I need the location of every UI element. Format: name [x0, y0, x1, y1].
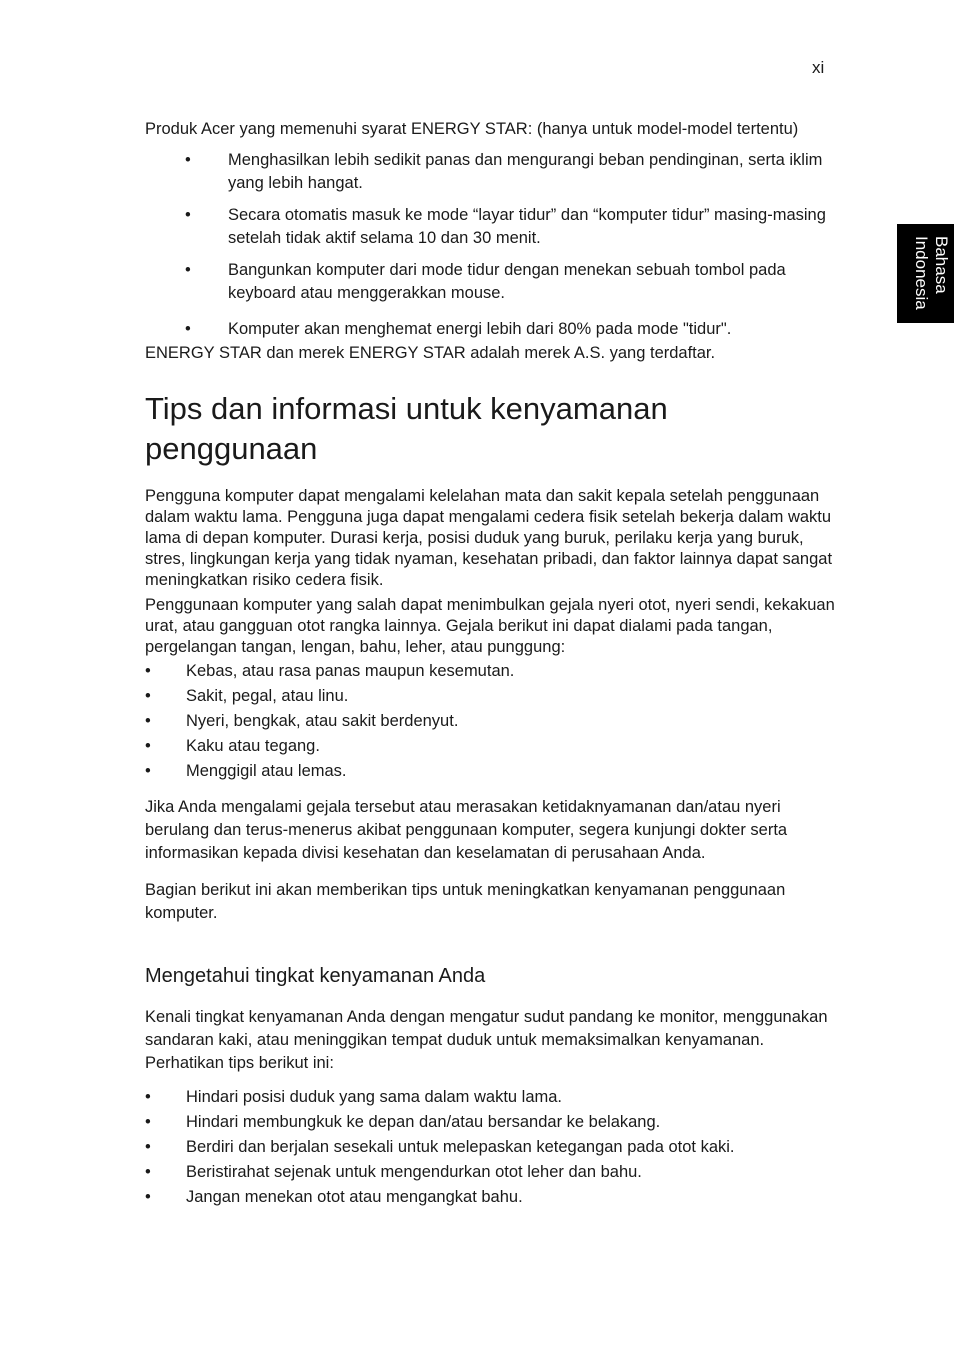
- list-item: • Menggigil atau lemas.: [145, 760, 845, 783]
- list-item: • Sakit, pegal, atau linu.: [145, 685, 845, 708]
- paragraph: Jika Anda mengalami gejala tersebut atau merasakan ketidaknyamanan dan/atau nyeri berulang dan terus-menerus akibat penggunaan komputer, segera kunjungi dokter serta informasikan kepada divisi kesehatan dan keselamatan di perusahaan Anda.: [145, 798, 788, 862]
- list-item: • Bangunkan komputer dari mode tidur dengan menekan sebuah tombol pada keyboard atau menggerakkan mouse.: [185, 261, 786, 302]
- list-item: • Beristirahat sejenak untuk mengendurkan otot leher dan bahu.: [145, 1161, 845, 1184]
- paragraph: Pengguna komputer dapat mengalami kelelahan mata dan sakit kepala setelah penggunaan dalam waktu lama. Pengguna juga dapat mengalami cedera fisik setelah bekerja dalam waktu lama di depan komputer. Durasi kerja, posisi duduk yang buruk, perilaku kerja yang buruk, stres, lingkungan kerja yang tidak nyaman, kesehatan pribadi, dan faktor lainnya dapat sangat meningkatkan risiko cedera fisik.: [145, 487, 833, 589]
- subsection-heading: Mengetahui tingkat kenyamanan Anda: [145, 965, 486, 987]
- list-item: • Kaku atau tegang.: [145, 735, 845, 758]
- list-item: • Jangan menekan otot atau mengangkat bahu.: [145, 1186, 845, 1209]
- bullet-icon: •: [145, 1163, 151, 1181]
- bullet-icon: •: [145, 737, 151, 755]
- bullet-icon: •: [145, 1088, 151, 1106]
- trademark-note: ENERGY STAR dan merek ENERGY STAR adalah merek A.S. yang terdaftar.: [145, 344, 716, 362]
- list-item: • Hindari membungkuk ke depan dan/atau bersandar ke belakang.: [145, 1111, 845, 1134]
- bullet-icon: •: [145, 1138, 151, 1156]
- section-heading: Tips dan informasi untuk kenyamanan penggunaan: [145, 391, 668, 466]
- bullet-icon: •: [145, 1113, 151, 1131]
- paragraph: Penggunaan komputer yang salah dapat menimbulkan gejala nyeri otot, nyeri sendi, kekakuan urat, atau gangguan otot rangka lainnya. Gejala berikut ini dapat dialami pada tangan, pergelangan tangan, lengan, bahu, leher, atau punggung:: [145, 596, 835, 656]
- list-item: • Komputer akan menghemat energi lebih dari 80% pada mode "tidur".: [145, 318, 845, 341]
- page-content: [145, 119, 845, 1209]
- bullet-icon: •: [145, 662, 151, 680]
- list-item: • Hindari posisi duduk yang sama dalam waktu lama.: [145, 1086, 845, 1109]
- list-item: • Nyeri, bengkak, atau sakit berdenyut.: [145, 710, 845, 733]
- bullet-icon: •: [185, 151, 191, 169]
- paragraph: Kenali tingkat kenyamanan Anda dengan mengatur sudut pandang ke monitor, menggunakan sandaran kaki, atau meninggikan tempat duduk untuk memaksimalkan kenyamanan. Perhatikan tips berikut ini:: [145, 1008, 828, 1072]
- list-item: • Secara otomatis masuk ke mode “layar tidur” dan “komputer tidur” masing-masing setelah tidak aktif selama 10 dan 30 menit.: [185, 206, 826, 247]
- list-item: • Berdiri dan berjalan sesekali untuk melepaskan ketegangan pada otot kaki.: [145, 1136, 845, 1159]
- page-number: xi: [812, 58, 825, 77]
- comfort-tips-list: [145, 1086, 845, 1209]
- bullet-icon: •: [145, 1188, 151, 1206]
- language-side-tab-label: Bahasa Indonesia: [912, 236, 951, 310]
- bullet-icon: •: [145, 687, 151, 705]
- bullet-icon: •: [145, 762, 151, 780]
- bullet-icon: •: [185, 320, 191, 338]
- list-item: • Menghasilkan lebih sedikit panas dan mengurangi beban pendinginan, serta iklim yang lebih hangat.: [185, 151, 823, 192]
- bullet-icon: •: [185, 206, 191, 224]
- energy-star-intro: Produk Acer yang memenuhi syarat ENERGY STAR: (hanya untuk model-model tertentu): [145, 120, 799, 138]
- list-item: • Kebas, atau rasa panas maupun kesemutan.: [145, 660, 845, 683]
- bullet-icon: •: [145, 712, 151, 730]
- paragraph: Bagian berikut ini akan memberikan tips untuk meningkatkan kenyamanan penggunaan komputer.: [145, 881, 786, 922]
- symptoms-list: [145, 660, 845, 783]
- bullet-icon: •: [185, 261, 191, 279]
- energy-star-list: [145, 149, 845, 341]
- language-side-tab: [897, 224, 954, 323]
